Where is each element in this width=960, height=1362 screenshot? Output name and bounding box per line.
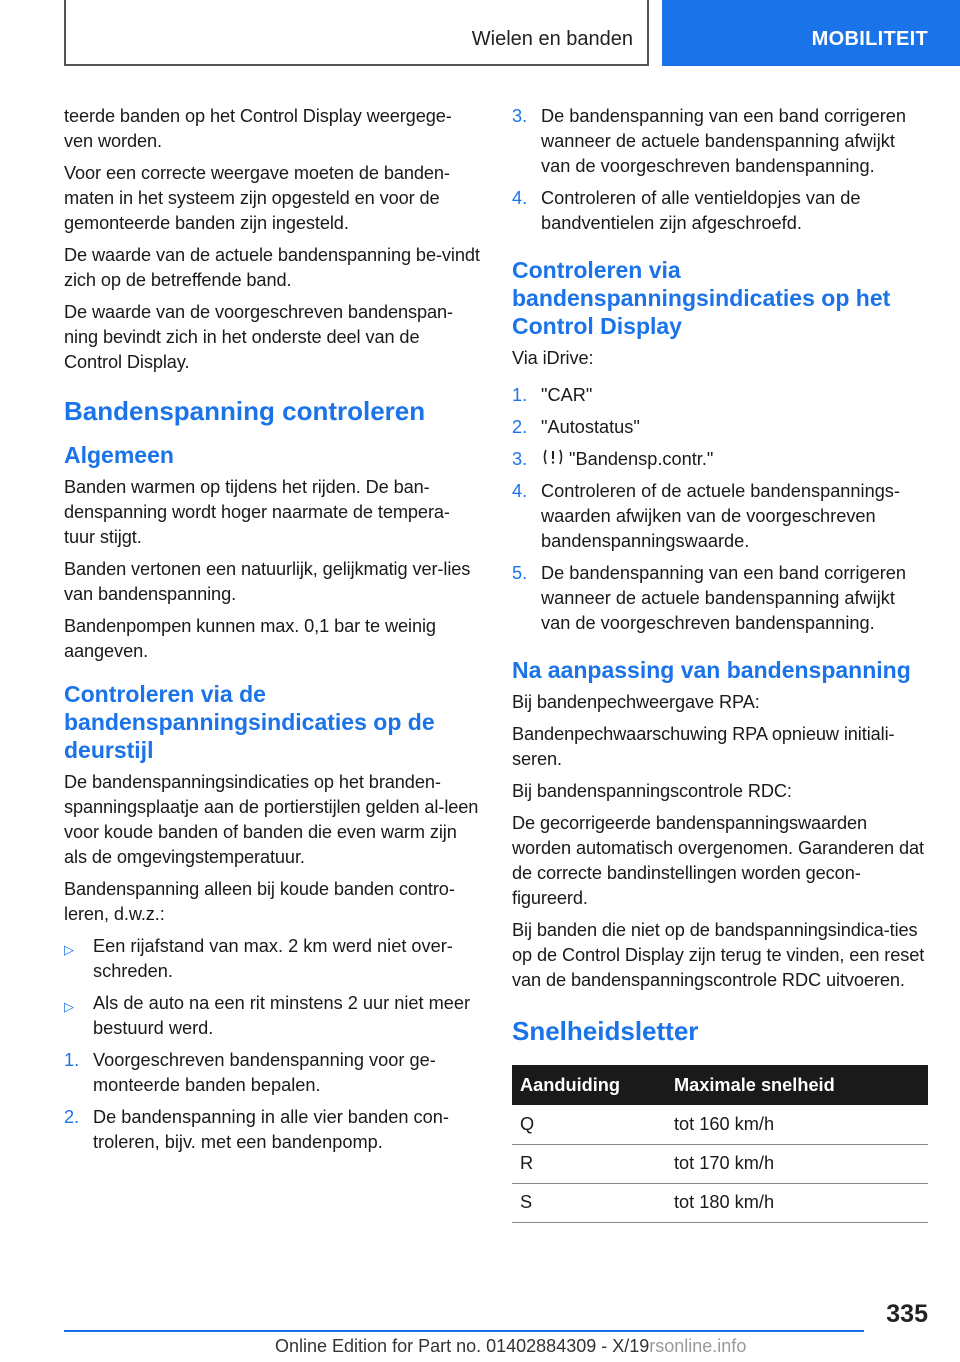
paragraph: Bandenpompen kunnen max. 0,1 bar te weinig aangeven. [64,616,436,661]
table-cell: tot 160 km/h [674,1105,928,1144]
step-item: 5. De bandenspanning van een band corrigeren wanneer de actuele bandenspanning afwijkt van de voorgeschreven bandenspanning. [512,561,928,636]
paragraph: De waarde van de actuele bandenspanning be-vindt zich op de betreffende band. [64,245,480,290]
heading-controleren-deurstijl: Controleren via de bandenspanningsindicaties op de deurstijl [64,681,435,763]
step-number: 3. [512,106,528,126]
section-title: Wielen en banden [471,28,633,50]
heading-controleren-control-display: Controleren via bandenspanningsindicaties op het Control Display [512,257,891,339]
step-number: 4. [512,481,528,501]
column-header: Maximale snelheid [674,1065,928,1105]
table-row [512,1144,928,1183]
paragraph: Banden warmen op tijdens het rijden. De ban-denspanning wordt hoger naarmate de tempera-tuur stijgt. [64,477,450,547]
step-number: 5. [512,563,528,583]
step-number: 2. [64,1107,80,1127]
triangle-bullet-icon: ▷ [64,942,74,957]
step-number: 2. [512,417,528,437]
step-number: 1. [512,385,528,405]
step-number: 3. [512,449,528,469]
table-cell: tot 180 km/h [674,1183,928,1222]
step-number: 1. [64,1050,80,1070]
column-header: Aanduiding [512,1065,674,1105]
heading-algemeen: Algemeen [64,442,174,468]
step-item: 1. "CAR" [512,383,928,408]
paragraph: Bij bandenspanningscontrole RDC: [512,781,792,801]
bullet-item: ▷ Als de auto na een rit minstens 2 uur niet meer bestuurd werd. [64,991,480,1041]
header-section-box [64,0,649,66]
paragraph: Banden vertonen een natuurlijk, gelijkmatig ver-lies van bandenspanning. [64,559,471,604]
paragraph: Bandenpechwaarschuwing RPA opnieuw initiali-seren. [512,724,895,769]
speed-rating-table [512,1065,928,1223]
step-item: 1. Voorgeschreven bandenspanning voor ge-monteerde banden bepalen. [64,1048,480,1098]
step-item: 4. Controleren of alle ventieldopjes van de bandventielen zijn afgeschroefd. [512,186,928,236]
paragraph: Voor een correcte weergave moeten de banden-maten in het systeem zijn opgesteld en voor de gemonteerde banden zijn ingesteld. [64,163,450,233]
table-row [512,1105,928,1144]
tire-pressure-warning-icon [541,447,565,467]
table-cell: Q [512,1105,674,1144]
heading-snelheidsletter: Snelheidsletter [512,1016,699,1046]
table-cell: S [512,1183,674,1222]
step-item: 2. De bandenspanning in alle vier banden con-troleren, bijv. met een bandenpomp. [64,1105,480,1155]
table-header-row [512,1065,928,1105]
step-number: 4. [512,188,528,208]
heading-bandenspanning-controleren: Bandenspanning controleren [64,396,426,426]
bullet-item: ▷ Een rijafstand van max. 2 km werd niet over-schreden. [64,934,480,984]
paragraph: Via iDrive: [512,348,594,368]
page-number: 335 [886,1300,928,1328]
table-cell: R [512,1144,674,1183]
triangle-bullet-icon: ▷ [64,999,74,1014]
right-column [512,104,928,1223]
footer-edition: Online Edition for Part no. 01402884309 - X/19rsonline.info [275,1336,747,1356]
paragraph: De waarde van de voorgeschreven bandenspan-ning bevindt zich in het onderste deel van de Control Display. [64,302,454,372]
left-column [64,104,480,1162]
footer-host: rsonline.info [649,1336,747,1356]
chapter-tab-label: MOBILITEIT [811,28,928,50]
paragraph: Bij bandenpechweergave RPA: [512,692,760,712]
step-item: 3. De bandenspanning van een band corrigeren wanneer de actuele bandenspanning afwijkt van de voorgeschreven bandenspanning. [512,104,928,179]
heading-na-aanpassing: Na aanpassing van bandenspanning [512,657,911,683]
paragraph: De gecorrigeerde bandenspanningswaarden worden automatisch overgenomen. Garanderen dat de correcte bandinstellingen worden gecon-figureerd. [512,813,924,908]
paragraph: De bandenspanningsindicaties op het branden-spanningsplaatje aan de portierstijlen gelden al-leen voor koude banden of banden die even warm zijn als de omgevingstemperatuur. [64,772,479,867]
paragraph: teerde banden op het Control Display weergege-ven worden. [64,106,452,151]
step-item: 2. "Autostatus" [512,415,928,440]
step-item: 4. Controleren of de actuele bandenspannings-waarden afwijken van de voorgeschreven bandenspanningswaarde. [512,479,928,554]
table-cell: tot 170 km/h [674,1144,928,1183]
paragraph: Bandenspanning alleen bij koude banden contro-leren, d.w.z.: [64,879,455,924]
step-item: 3. "Bandensp.contr." [512,447,928,472]
footer-divider [64,1330,864,1332]
paragraph: Bij banden die niet op de bandspanningsindica-ties op de Control Display zijn terug te vinden, een reset van de bandenspanningscontrole RDC uitvoeren. [512,920,925,990]
chapter-tab[interactable] [662,0,960,66]
table-row [512,1183,928,1222]
